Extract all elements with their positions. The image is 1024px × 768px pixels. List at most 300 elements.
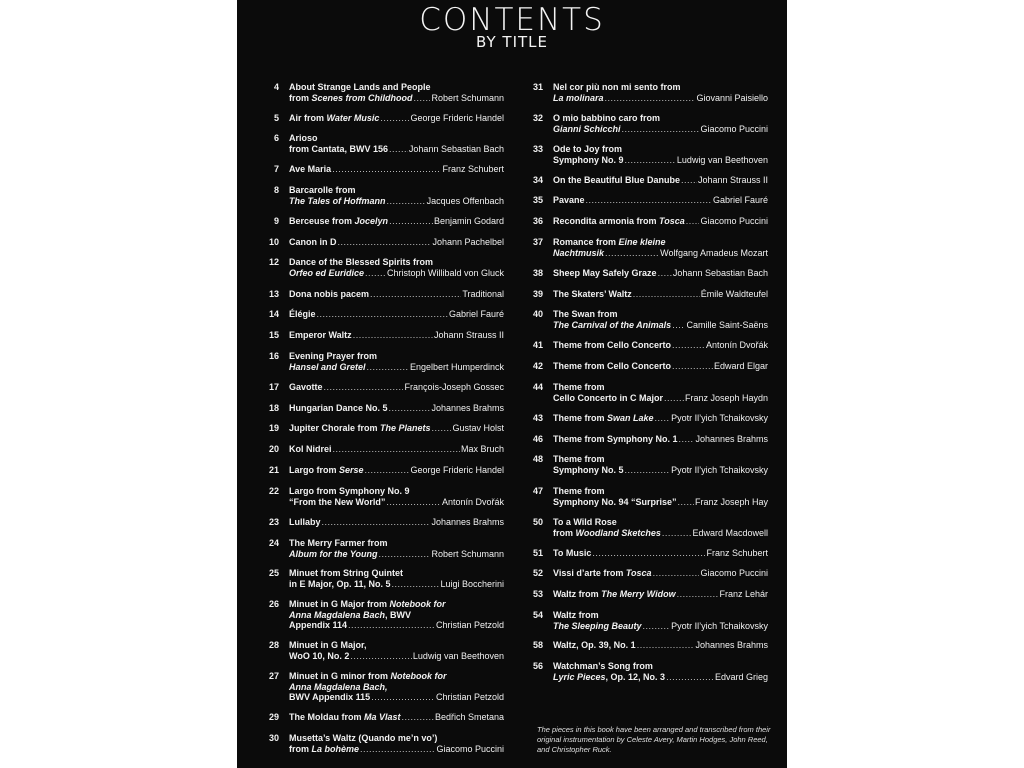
title-text: About Strange Lands and People: [289, 82, 431, 92]
page-number: 24: [268, 538, 279, 548]
page-number: 54: [532, 610, 543, 620]
entry-text: [553, 382, 768, 403]
composer-name: Luigi Boccherini: [440, 578, 504, 589]
title-text: Barcarolle from: [289, 185, 356, 195]
dot-leader: [679, 434, 695, 445]
dot-leader: [653, 568, 700, 579]
composer-name: Franz Schubert: [706, 548, 768, 558]
composer-name: Christian Petzold: [435, 692, 504, 702]
title-text-suffix: , Op. 12, No. 3: [605, 671, 666, 682]
composer-name: Pyotr Il’yich Tchaikovsky: [671, 620, 768, 631]
entry-line: [553, 610, 768, 621]
dot-leader: [605, 248, 659, 259]
composer-name: Jacques Offenbach: [426, 195, 504, 206]
title-italic: Swan Lake: [607, 413, 654, 423]
entry-line: [553, 155, 768, 166]
entry-title: [553, 320, 671, 331]
entry-text: [553, 610, 768, 631]
page-number: 10: [268, 237, 279, 247]
entry-line: [553, 113, 768, 124]
right-column: [237, 0, 787, 768]
composer-name: Johann Strauss II: [697, 175, 768, 185]
composer-name: Antonín Dvořák: [705, 340, 768, 350]
composer-name: Giacomo Puccini: [700, 216, 768, 226]
entry-text: [553, 486, 768, 507]
entry-line: [553, 454, 768, 465]
entry-text: [553, 113, 768, 134]
title-text: Canon in D: [289, 237, 337, 247]
title-text: from: [289, 92, 312, 103]
composer-name: Christoph Willibald von Gluck: [386, 267, 504, 278]
composer-name: Johann Sebastian Bach: [408, 143, 504, 154]
page-number: 13: [268, 289, 279, 299]
title-italic: The Sleeping Beauty: [553, 620, 642, 631]
entry-line: [553, 144, 768, 155]
title-italic: Water Music: [326, 113, 380, 123]
page-number: 30: [268, 733, 279, 743]
composer-name: Engelbert Humperdinck: [409, 361, 504, 372]
entry-text: [553, 361, 768, 372]
dot-leader: [605, 93, 696, 104]
entry-title: [553, 124, 621, 135]
dot-leader: [637, 640, 695, 651]
entry-title: [553, 610, 599, 621]
contents-page: [237, 0, 787, 768]
entry-text: [553, 268, 768, 279]
page-number: 29: [268, 712, 279, 722]
dot-leader: [678, 497, 694, 508]
page-number: 20: [268, 444, 279, 454]
entry-text: [553, 568, 768, 579]
page-number: 14: [268, 309, 279, 319]
composer-name: Camille Saint-Saëns: [686, 319, 768, 330]
title-italic: Woodland Sketches: [575, 527, 661, 538]
page-number: 26: [268, 599, 279, 609]
page-number: 6: [273, 133, 279, 143]
page-number: 34: [532, 175, 543, 185]
page-number: 16: [268, 351, 279, 361]
title-italic: The Planets: [380, 423, 431, 433]
entry-title: [553, 361, 671, 372]
title-text: Watchman’s Song from: [553, 661, 653, 671]
entry-title: [553, 393, 663, 404]
composer-name: Max Bruch: [460, 444, 504, 454]
title-italic: Scenes from Childhood: [311, 92, 413, 103]
title-italic: Gianni Schicchi: [553, 123, 621, 134]
title-italic: The Tales of Hoffmann: [289, 195, 386, 206]
title-text: Minuet in G Major from: [289, 599, 390, 609]
entry-line: [553, 486, 768, 497]
page-number: 53: [532, 589, 543, 599]
composer-name: Giacomo Puccini: [700, 123, 768, 134]
title-italic: Nachtmusik: [553, 247, 605, 258]
page-number: 28: [268, 640, 279, 650]
entry-text: [553, 237, 768, 258]
page-title: CONTENTS: [419, 2, 605, 38]
title-text: Theme from: [553, 382, 605, 392]
title-text: The Skaters’ Waltz: [553, 289, 632, 299]
composer-name: Pyotr Il’yich Tchaikovsky: [671, 413, 768, 423]
dot-leader: [672, 320, 685, 331]
title-text: Romance from: [553, 237, 619, 247]
title-text: On the Beautiful Blue Danube: [553, 175, 681, 185]
composer-name: François-Joseph Gossec: [404, 382, 504, 392]
entry-text: [553, 216, 768, 227]
entry-line: [553, 568, 768, 579]
dot-leader: [592, 548, 705, 559]
entry-line: [553, 413, 768, 424]
title-text: from: [553, 527, 576, 538]
title-text: Symphony No. 94 “Surprise”: [553, 496, 677, 507]
entry-title: [553, 195, 585, 206]
composer-name: Johannes Brahms: [431, 403, 504, 413]
title-italic: Notebook for: [389, 599, 446, 609]
composer-name: Gustav Holst: [452, 423, 504, 433]
page-number: 39: [532, 289, 543, 299]
title-text: Pavane: [553, 195, 585, 205]
title-text: Dance of the Blessed Spirits from: [289, 257, 434, 267]
title-text: Waltz from: [553, 589, 602, 599]
entry-text: [553, 589, 768, 600]
composer-name: George Frideric Handel: [410, 465, 504, 475]
page-number: 12: [268, 257, 279, 267]
page-number: 46: [532, 434, 543, 444]
title-text: Kol Nidrei: [289, 444, 332, 454]
entry-line: [553, 589, 768, 600]
entry-text: [553, 144, 768, 165]
title-italic: The Carnival of the Animals: [553, 319, 672, 330]
title-text: Theme from Symphony No. 1: [553, 434, 678, 444]
entry-line: [553, 621, 768, 632]
title-text: O mio babbino caro from: [553, 113, 661, 123]
page-number: 58: [532, 640, 543, 650]
composer-name: Edvard Grieg: [714, 671, 768, 682]
title-italic: Lyric Pieces: [553, 671, 606, 682]
composer-name: Giacomo Puccini: [700, 568, 768, 578]
title-text: To Music: [553, 548, 592, 558]
title-italic: Eine kleine: [618, 237, 666, 247]
page-number: 36: [532, 216, 543, 226]
dot-leader: [625, 465, 671, 476]
title-text: WoO 10, No. 2: [289, 650, 350, 661]
page-number: 51: [532, 548, 543, 558]
page-number: 15: [268, 330, 279, 340]
entry-line: [553, 82, 768, 93]
entry-title: [553, 144, 622, 155]
entry-line: [553, 548, 768, 559]
page-number: 8: [273, 185, 279, 195]
page-number: 27: [268, 671, 279, 681]
title-text: Ave Maria: [289, 164, 332, 174]
page-number: 18: [268, 403, 279, 413]
title-text: The Merry Farmer from: [289, 538, 388, 548]
entry-text: [553, 454, 768, 475]
page-number: 52: [532, 568, 543, 578]
entry-text: [553, 548, 768, 559]
entry-line: [553, 465, 768, 476]
title-text: Lullaby: [289, 517, 321, 527]
title-italic: Hansel and Gretel: [289, 361, 366, 372]
entry-line: [553, 175, 768, 186]
entry-title: [553, 175, 680, 186]
title-text: Minuet from String Quintet: [289, 568, 403, 578]
composer-name: Johann Pachelbel: [432, 237, 504, 247]
page-number: 9: [273, 216, 279, 226]
title-text: “From the New World”: [289, 496, 386, 507]
composer-name: Robert Schumann: [431, 92, 504, 103]
page-number: 17: [268, 382, 279, 392]
page-number: 4: [273, 82, 279, 92]
title-italic: Anna Magdalena Bach,: [289, 681, 388, 692]
entry-title: [553, 661, 653, 672]
entry-text: [553, 640, 768, 651]
entry-text: [553, 340, 768, 351]
composer-name: George Frideric Handel: [410, 113, 504, 123]
entry-line: [553, 195, 768, 206]
entry-title: [553, 93, 604, 104]
dot-leader: [655, 413, 671, 424]
dot-leader: [681, 175, 697, 186]
entry-title: [553, 454, 605, 465]
page-number: 43: [532, 413, 543, 423]
entry-line: [553, 237, 768, 248]
page-number: 19: [268, 423, 279, 433]
page-subtitle: BY TITLE: [476, 33, 548, 51]
entry-title: [553, 568, 652, 579]
entry-title: [553, 268, 657, 279]
entry-title: [553, 640, 636, 651]
entry-title: [553, 621, 642, 632]
title-text: To a Wild Rose: [553, 517, 617, 527]
entry-line: [553, 528, 768, 539]
entry-line: [553, 361, 768, 372]
entry-title: [553, 237, 666, 248]
entry-title: [553, 672, 665, 683]
composer-name: Johannes Brahms: [695, 434, 768, 444]
title-italic: La bohème: [311, 743, 360, 754]
title-text: Dona nobis pacem: [289, 289, 370, 299]
dot-leader: [664, 393, 684, 404]
dot-leader: [666, 672, 714, 683]
entry-title: [553, 497, 677, 508]
title-text: Ode to Joy from: [553, 144, 623, 154]
title-text: Theme from: [553, 486, 605, 496]
title-text: Berceuse from: [289, 216, 355, 226]
title-text: Evening Prayer from: [289, 351, 378, 361]
composer-name: Ludwig van Beethoven: [412, 650, 504, 661]
page-number: 32: [532, 113, 543, 123]
entry-line: [553, 340, 768, 351]
entry-title: [553, 82, 681, 93]
composer-name: Franz Lehár: [719, 589, 768, 599]
dot-leader: [662, 528, 692, 539]
entry-title: [553, 465, 624, 476]
composer-name: Benjamin Godard: [433, 216, 504, 226]
title-text: Largo from: [289, 465, 340, 475]
entry-line: [553, 320, 768, 331]
page-number: 22: [268, 486, 279, 496]
entry-line: [553, 216, 768, 227]
entry-title: [553, 216, 685, 227]
dot-leader: [672, 340, 705, 351]
dot-leader: [686, 216, 700, 227]
dot-leader: [625, 155, 676, 166]
title-text: from: [289, 743, 312, 754]
entry-line: [553, 672, 768, 683]
dot-leader: [658, 268, 672, 279]
title-italic: Jocelyn: [354, 216, 389, 226]
title-text: Arioso: [289, 133, 318, 143]
title-text: Theme from Cello Concerto: [553, 361, 672, 371]
composer-name: Franz Joseph Haydn: [684, 392, 768, 403]
title-italic: Anna Magdalena Bach: [289, 609, 386, 620]
title-text: Minuet in G Major,: [289, 640, 367, 650]
composer-name: Gabriel Fauré: [712, 195, 768, 205]
title-text: Symphony No. 5: [553, 464, 624, 475]
entry-line: [553, 517, 768, 528]
entry-line: [553, 661, 768, 672]
composer-name: Wolfgang Amadeus Mozart: [660, 247, 768, 258]
title-text: Cello Concerto in C Major: [553, 392, 664, 403]
page-number: 31: [532, 82, 543, 92]
entry-text: [553, 289, 768, 300]
page-number: 23: [268, 517, 279, 527]
entry-line: [553, 497, 768, 508]
title-text: Air from: [289, 113, 327, 123]
dot-leader: [633, 289, 700, 300]
title-italic: The Merry Widow: [601, 589, 676, 599]
title-text: The Moldau from: [289, 712, 364, 722]
entry-line: [553, 93, 768, 104]
entry-line: [553, 393, 768, 404]
entry-line: [553, 124, 768, 135]
entry-title: [553, 486, 605, 497]
composer-name: Johannes Brahms: [431, 517, 504, 527]
entry-text: [553, 82, 768, 103]
entry-text: [553, 309, 768, 330]
title-text: Élégie: [289, 309, 316, 319]
title-italic: Serse: [339, 465, 364, 475]
dot-leader: [643, 621, 671, 632]
dot-leader: [672, 361, 713, 372]
title-text: Musetta’s Waltz (Quando me’n vo’): [289, 733, 438, 743]
entry-title: [553, 155, 624, 166]
entry-line: [553, 382, 768, 393]
title-text: Minuet in G minor from: [289, 671, 391, 681]
title-italic: Notebook for: [390, 671, 447, 681]
composer-name: Giacomo Puccini: [436, 743, 504, 754]
title-italic: Orfeo ed Euridice: [289, 267, 365, 278]
composer-name: Émile Waldteufel: [700, 289, 768, 299]
page-number: 38: [532, 268, 543, 278]
title-text: Waltz from: [553, 610, 599, 620]
composer-name: Johann Strauss II: [433, 330, 504, 340]
title-text: Emperor Waltz: [289, 330, 352, 340]
entry-line: [553, 289, 768, 300]
page-number: 56: [532, 661, 543, 671]
page-number: 5: [273, 113, 279, 123]
page-number: 7: [273, 164, 279, 174]
page-number: 42: [532, 361, 543, 371]
title-text: from Cantata, BWV 156: [289, 143, 389, 154]
page-number: 35: [532, 195, 543, 205]
title-text: in E Major, Op. 11, No. 5: [289, 578, 391, 589]
title-text: Theme from: [553, 413, 608, 423]
entry-title: [553, 413, 654, 424]
entry-text: [553, 661, 768, 682]
entry-text: [553, 195, 768, 206]
composer-name: Ludwig van Beethoven: [676, 154, 768, 165]
entry-title: [553, 589, 676, 600]
title-text: Hungarian Dance No. 5: [289, 403, 388, 413]
entry-line: [553, 434, 768, 445]
entry-title: [553, 517, 617, 528]
entry-title: [553, 548, 591, 559]
title-text: Jupiter Chorale from: [289, 423, 381, 433]
composer-name: Bedřich Smetana: [434, 712, 504, 722]
page-number: 21: [268, 465, 279, 475]
entry-title: [553, 382, 605, 393]
entry-line: [553, 268, 768, 279]
composer-name: Giovanni Paisiello: [696, 92, 768, 103]
entry-title: [553, 528, 661, 539]
page-number: 25: [268, 568, 279, 578]
title-text-suffix: , BWV: [385, 609, 412, 620]
entry-title: [553, 113, 660, 124]
composer-name: Pyotr Il’yich Tchaikovsky: [671, 464, 768, 475]
page-number: 50: [532, 517, 543, 527]
title-text: BWV Appendix 115: [289, 692, 371, 702]
title-text: Largo from Symphony No. 9: [289, 486, 410, 496]
entry-line: [553, 248, 768, 259]
title-text: Gavotte: [289, 382, 323, 392]
composer-name: Christian Petzold: [435, 620, 504, 630]
page-number: 44: [532, 382, 543, 392]
composer-name: Traditional: [462, 289, 504, 299]
page-number: 48: [532, 454, 543, 464]
composer-name: Robert Schumann: [431, 548, 504, 559]
composer-name: Franz Joseph Hay: [694, 496, 768, 507]
title-text: Theme from Cello Concerto: [553, 340, 672, 350]
page-number: 47: [532, 486, 543, 496]
page-number: 41: [532, 340, 543, 350]
dot-leader: [677, 589, 719, 600]
page-number: 33: [532, 144, 543, 154]
entry-text: [553, 175, 768, 186]
title-text: The Swan from: [553, 309, 618, 319]
composer-name: Franz Schubert: [442, 164, 504, 174]
entry-title: [553, 289, 632, 300]
title-italic: Tosca: [625, 568, 652, 578]
title-italic: Album for the Young: [289, 548, 378, 559]
entry-title: [553, 340, 671, 351]
title-text: Waltz, Op. 39, No. 1: [553, 640, 636, 650]
title-text: Theme from: [553, 454, 605, 464]
entry-line: [553, 309, 768, 320]
entry-title: [553, 434, 678, 445]
dot-leader: [622, 124, 700, 135]
entry-text: [553, 434, 768, 445]
composer-name: Johann Sebastian Bach: [672, 268, 768, 278]
entry-title: [553, 309, 618, 320]
entry-title: [553, 248, 604, 259]
title-italic: Tosca: [659, 216, 685, 226]
composer-name: Edward Elgar: [713, 361, 768, 371]
composer-name: Johannes Brahms: [695, 640, 768, 650]
entry-line: [553, 640, 768, 651]
page-number: 40: [532, 309, 543, 319]
title-italic: La molinara: [553, 92, 604, 103]
